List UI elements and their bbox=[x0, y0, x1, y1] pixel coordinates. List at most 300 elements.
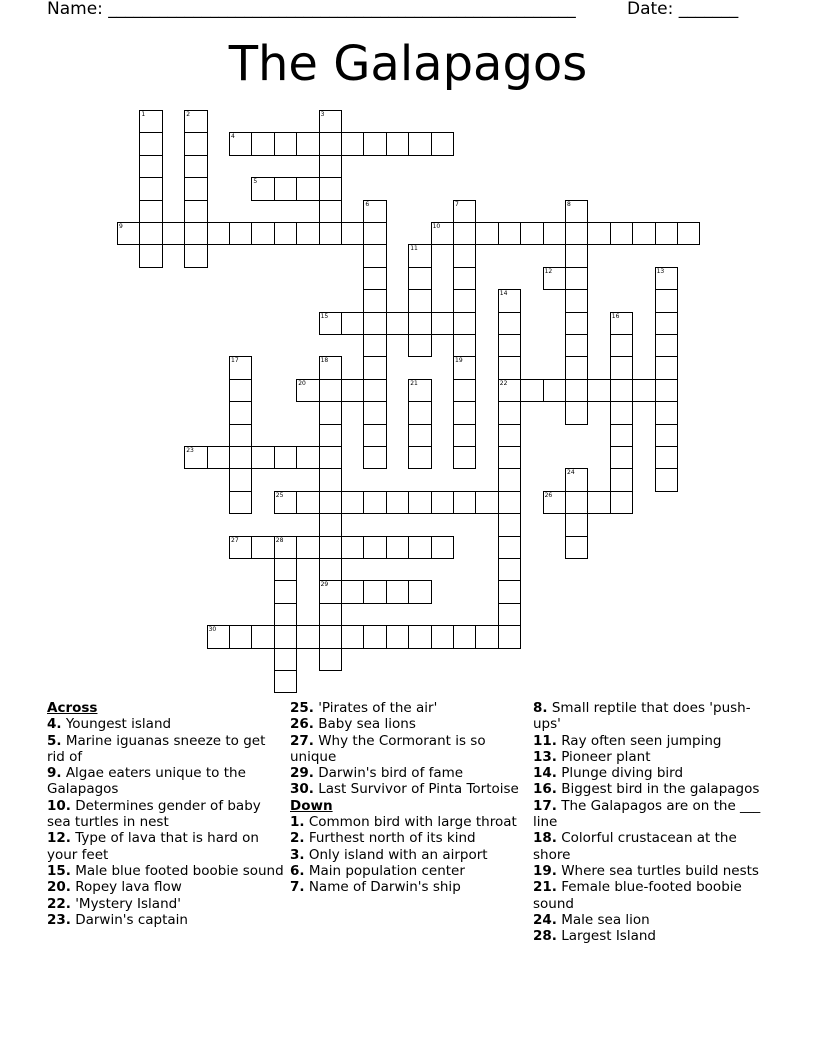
clue-number: 10 bbox=[432, 223, 441, 230]
grid-cell[interactable] bbox=[274, 558, 297, 581]
clue-item-number: 30. bbox=[290, 781, 314, 798]
grid-cell[interactable] bbox=[610, 468, 633, 491]
grid-cell[interactable] bbox=[408, 267, 431, 290]
grid-cell[interactable] bbox=[251, 132, 274, 155]
grid-cell[interactable] bbox=[632, 379, 655, 402]
grid-cell[interactable] bbox=[520, 379, 543, 402]
grid-cell[interactable] bbox=[274, 536, 297, 559]
clue-number: 6 bbox=[365, 200, 370, 208]
grid-cell[interactable] bbox=[408, 536, 431, 559]
grid-cell[interactable] bbox=[565, 536, 588, 559]
grid-cell[interactable] bbox=[655, 356, 678, 379]
grid-cell[interactable] bbox=[498, 334, 521, 357]
clue-item-text: Algae eaters unique to the Galapagos bbox=[47, 765, 246, 798]
grid-cell[interactable] bbox=[319, 648, 342, 671]
clue-item-text: Colorful crustacean at the shore bbox=[533, 830, 737, 863]
grid-cell[interactable] bbox=[408, 244, 431, 267]
grid-cell[interactable] bbox=[565, 468, 588, 491]
clue-number: 11 bbox=[410, 245, 418, 253]
grid-cell[interactable] bbox=[319, 356, 342, 379]
grid-cell[interactable] bbox=[565, 244, 588, 267]
clue-item bbox=[47, 716, 287, 732]
grid-cell[interactable] bbox=[363, 244, 386, 267]
grid-cell[interactable] bbox=[543, 379, 566, 402]
grid-cell[interactable] bbox=[319, 580, 342, 603]
clue-number: 9 bbox=[119, 223, 123, 230]
grid-cell[interactable] bbox=[408, 491, 431, 514]
grid-cell[interactable] bbox=[363, 379, 386, 402]
grid-cell[interactable] bbox=[296, 625, 319, 648]
clue-number: 16 bbox=[611, 312, 620, 320]
clue-item-text: Female blue-footed boobie sound bbox=[533, 879, 742, 912]
grid-cell[interactable] bbox=[363, 424, 386, 447]
clue-item-text: Darwin's captain bbox=[70, 911, 188, 928]
grid-cell[interactable] bbox=[139, 222, 162, 245]
clue-item bbox=[533, 879, 773, 912]
clue-item-number: 22. bbox=[47, 895, 71, 912]
grid-cell[interactable] bbox=[319, 625, 342, 648]
grid-cell[interactable] bbox=[363, 536, 386, 559]
grid-cell[interactable] bbox=[296, 177, 319, 200]
grid-cell[interactable] bbox=[655, 446, 678, 469]
grid-cell[interactable] bbox=[229, 468, 252, 491]
grid-cell[interactable] bbox=[363, 356, 386, 379]
clue-item bbox=[533, 765, 773, 781]
clue-item bbox=[290, 765, 530, 781]
clue-item-number: 23. bbox=[47, 911, 71, 928]
grid-cell[interactable] bbox=[229, 491, 252, 514]
clue-item-number: 25. bbox=[290, 700, 314, 716]
clue-item-number: 29. bbox=[290, 765, 314, 782]
clue-item bbox=[290, 814, 530, 830]
grid-cell[interactable] bbox=[319, 200, 342, 223]
grid-cell[interactable] bbox=[498, 580, 521, 603]
grid-cell[interactable] bbox=[565, 289, 588, 312]
grid-cell[interactable] bbox=[363, 200, 386, 223]
grid-cell[interactable] bbox=[363, 289, 386, 312]
grid-cell[interactable] bbox=[498, 401, 521, 424]
grid-cell[interactable] bbox=[363, 491, 386, 514]
grid-cell[interactable] bbox=[341, 625, 364, 648]
grid-cell[interactable] bbox=[296, 379, 319, 402]
grid-cell[interactable] bbox=[655, 267, 678, 290]
grid-cell[interactable] bbox=[453, 200, 476, 223]
grid-cell[interactable] bbox=[296, 536, 319, 559]
grid-cell[interactable] bbox=[587, 491, 610, 514]
clue-item-text: Furthest north of its kind bbox=[304, 830, 476, 847]
clue-item bbox=[290, 847, 530, 863]
clue-item-number: 27. bbox=[290, 732, 314, 749]
grid-cell[interactable] bbox=[274, 491, 297, 514]
grid-cell[interactable] bbox=[565, 379, 588, 402]
grid-cell[interactable] bbox=[139, 200, 162, 223]
grid-cell[interactable] bbox=[453, 289, 476, 312]
grid-cell[interactable] bbox=[319, 401, 342, 424]
grid-cell[interactable] bbox=[453, 334, 476, 357]
grid-cell[interactable] bbox=[498, 356, 521, 379]
grid-cell[interactable] bbox=[296, 491, 319, 514]
puzzle-title: The Galapagos bbox=[228, 36, 588, 92]
grid-cell[interactable] bbox=[655, 334, 678, 357]
grid-cell[interactable] bbox=[453, 424, 476, 447]
grid-cell[interactable] bbox=[565, 334, 588, 357]
grid-cell[interactable] bbox=[207, 625, 230, 648]
grid-cell[interactable] bbox=[184, 132, 207, 155]
grid-cell[interactable] bbox=[229, 356, 252, 379]
grid-cell[interactable] bbox=[274, 625, 297, 648]
grid-cell[interactable] bbox=[498, 603, 521, 626]
grid-cell[interactable] bbox=[431, 536, 454, 559]
grid-cell[interactable] bbox=[632, 222, 655, 245]
grid-cell[interactable] bbox=[341, 491, 364, 514]
grid-cell[interactable] bbox=[184, 200, 207, 223]
grid-cell[interactable] bbox=[431, 312, 454, 335]
grid-cell[interactable] bbox=[341, 312, 364, 335]
grid-cell[interactable] bbox=[251, 625, 274, 648]
grid-cell[interactable] bbox=[139, 132, 162, 155]
grid-cell[interactable] bbox=[363, 334, 386, 357]
clue-number: 20 bbox=[298, 379, 306, 387]
grid-cell[interactable] bbox=[229, 222, 252, 245]
grid-cell[interactable] bbox=[610, 446, 633, 469]
grid-cell[interactable] bbox=[610, 379, 633, 402]
grid-cell[interactable] bbox=[498, 491, 521, 514]
grid-cell[interactable] bbox=[677, 222, 700, 245]
clue-item-text: Ray often seen jumping bbox=[556, 732, 722, 749]
grid-cell[interactable] bbox=[543, 267, 566, 290]
grid-cell[interactable] bbox=[610, 424, 633, 447]
grid-cell[interactable] bbox=[453, 379, 476, 402]
grid-cell[interactable] bbox=[139, 177, 162, 200]
grid-cell[interactable] bbox=[386, 536, 409, 559]
grid-cell[interactable] bbox=[319, 110, 342, 133]
clue-item bbox=[533, 912, 773, 928]
grid-cell[interactable] bbox=[341, 222, 364, 245]
grid-cell[interactable] bbox=[431, 491, 454, 514]
grid-cell[interactable] bbox=[408, 289, 431, 312]
grid-cell[interactable] bbox=[363, 222, 386, 245]
grid-cell[interactable] bbox=[229, 379, 252, 402]
clue-item bbox=[290, 879, 530, 895]
grid-cell[interactable] bbox=[498, 312, 521, 335]
grid-cell[interactable] bbox=[408, 132, 431, 155]
grid-cell[interactable] bbox=[453, 267, 476, 290]
clue-number: 26 bbox=[544, 491, 553, 499]
grid-cell[interactable] bbox=[341, 536, 364, 559]
clue-item bbox=[290, 830, 530, 846]
grid-cell[interactable] bbox=[319, 132, 342, 155]
grid-cell[interactable] bbox=[184, 446, 207, 469]
grid-cell[interactable] bbox=[363, 625, 386, 648]
grid-cell[interactable] bbox=[274, 670, 297, 693]
grid-cell[interactable] bbox=[319, 379, 342, 402]
grid-cell[interactable] bbox=[184, 110, 207, 133]
grid-cell[interactable] bbox=[543, 222, 566, 245]
grid-cell[interactable] bbox=[408, 401, 431, 424]
grid-cell[interactable] bbox=[319, 222, 342, 245]
clue-item bbox=[47, 863, 287, 879]
grid-cell[interactable] bbox=[229, 446, 252, 469]
grid-cell[interactable] bbox=[229, 424, 252, 447]
clue-item bbox=[533, 733, 773, 749]
grid-cell[interactable] bbox=[408, 334, 431, 357]
grid-cell[interactable] bbox=[408, 424, 431, 447]
grid-cell[interactable] bbox=[274, 177, 297, 200]
clue-item-number: 15. bbox=[47, 862, 71, 879]
clue-number: 15 bbox=[320, 312, 329, 320]
grid-cell[interactable] bbox=[274, 132, 297, 155]
clue-item-text: Main population center bbox=[304, 862, 465, 879]
clue-item-text: Ropey lava flow bbox=[70, 879, 182, 896]
clue-number: 3 bbox=[320, 111, 325, 118]
clue-item-number: 26. bbox=[290, 716, 314, 733]
clue-item bbox=[533, 830, 773, 863]
grid-cell[interactable] bbox=[655, 424, 678, 447]
grid-cell[interactable] bbox=[610, 356, 633, 379]
grid-cell[interactable] bbox=[543, 491, 566, 514]
grid-cell[interactable] bbox=[655, 312, 678, 335]
grid-cell[interactable] bbox=[319, 424, 342, 447]
clue-number: 1 bbox=[141, 111, 146, 118]
grid-cell[interactable] bbox=[565, 513, 588, 536]
grid-cell[interactable] bbox=[587, 222, 610, 245]
clue-number: 21 bbox=[410, 379, 418, 387]
grid-cell[interactable] bbox=[274, 648, 297, 671]
clue-item-number: 3. bbox=[290, 846, 305, 863]
grid-cell[interactable] bbox=[453, 491, 476, 514]
clue-item-number: 19. bbox=[533, 862, 557, 879]
grid-cell[interactable] bbox=[565, 222, 588, 245]
grid-cell[interactable] bbox=[408, 312, 431, 335]
grid-cell[interactable] bbox=[453, 401, 476, 424]
clue-item-number: 5. bbox=[47, 732, 62, 749]
clue-item-text: Only island with an airport bbox=[304, 846, 488, 863]
grid-cell[interactable] bbox=[251, 446, 274, 469]
grid-cell[interactable] bbox=[229, 132, 252, 155]
grid-cell[interactable] bbox=[207, 222, 230, 245]
clue-item-text: Small reptile that does 'push-ups' bbox=[533, 700, 751, 733]
clue-item-number: 20. bbox=[47, 879, 71, 896]
grid-cell[interactable] bbox=[296, 446, 319, 469]
clue-item-number: 14. bbox=[533, 765, 557, 782]
grid-cell[interactable] bbox=[363, 401, 386, 424]
clue-item bbox=[47, 798, 287, 831]
grid-cell[interactable] bbox=[363, 267, 386, 290]
grid-cell[interactable] bbox=[655, 222, 678, 245]
grid-cell[interactable] bbox=[498, 536, 521, 559]
grid-cell[interactable] bbox=[565, 312, 588, 335]
clue-item-text: Why the Cormorant is so unique bbox=[290, 732, 486, 765]
clue-item bbox=[47, 733, 287, 766]
grid-cell[interactable] bbox=[184, 244, 207, 267]
grid-cell[interactable] bbox=[408, 580, 431, 603]
grid-cell[interactable] bbox=[408, 379, 431, 402]
clue-item bbox=[290, 700, 530, 716]
grid-cell[interactable] bbox=[363, 446, 386, 469]
grid-cell[interactable] bbox=[274, 580, 297, 603]
grid-cell[interactable] bbox=[341, 580, 364, 603]
grid-cell[interactable] bbox=[319, 491, 342, 514]
grid-cell[interactable] bbox=[655, 289, 678, 312]
grid-cell[interactable] bbox=[453, 446, 476, 469]
grid-cell[interactable] bbox=[319, 446, 342, 469]
clue-item-number: 12. bbox=[47, 830, 71, 847]
grid-cell[interactable] bbox=[274, 222, 297, 245]
clue-column-2 bbox=[290, 700, 530, 896]
grid-cell[interactable] bbox=[520, 222, 543, 245]
clue-number: 23 bbox=[186, 447, 194, 454]
grid-cell[interactable] bbox=[386, 132, 409, 155]
clue-item-number: 10. bbox=[47, 797, 71, 814]
grid-cell[interactable] bbox=[655, 468, 678, 491]
grid-cell[interactable] bbox=[386, 625, 409, 648]
grid-cell[interactable] bbox=[475, 222, 498, 245]
grid-cell[interactable] bbox=[610, 401, 633, 424]
grid-cell[interactable] bbox=[587, 379, 610, 402]
grid-cell[interactable] bbox=[386, 491, 409, 514]
grid-cell[interactable] bbox=[453, 222, 476, 245]
grid-cell[interactable] bbox=[117, 222, 140, 245]
grid-cell[interactable] bbox=[207, 446, 230, 469]
grid-cell[interactable] bbox=[363, 312, 386, 335]
grid-cell[interactable] bbox=[498, 468, 521, 491]
clue-item-text: Darwin's bird of fame bbox=[313, 765, 464, 782]
clue-number: 13 bbox=[656, 267, 665, 275]
grid-cell[interactable] bbox=[162, 222, 185, 245]
grid-cell[interactable] bbox=[139, 244, 162, 267]
grid-cell[interactable] bbox=[386, 580, 409, 603]
grid-cell[interactable] bbox=[431, 222, 454, 245]
grid-cell[interactable] bbox=[498, 625, 521, 648]
grid-cell[interactable] bbox=[274, 446, 297, 469]
clue-number: 27 bbox=[231, 536, 239, 544]
clue-item-text: Pioneer plant bbox=[556, 748, 651, 765]
clue-item-number: 11. bbox=[533, 732, 557, 749]
grid-cell[interactable] bbox=[139, 155, 162, 178]
grid-cell[interactable] bbox=[565, 200, 588, 223]
grid-cell[interactable] bbox=[319, 312, 342, 335]
grid-cell[interactable] bbox=[341, 379, 364, 402]
grid-cell[interactable] bbox=[319, 177, 342, 200]
grid-cell[interactable] bbox=[229, 625, 252, 648]
grid-cell[interactable] bbox=[386, 312, 409, 335]
grid-cell[interactable] bbox=[431, 132, 454, 155]
grid-cell[interactable] bbox=[610, 222, 633, 245]
grid-cell[interactable] bbox=[565, 491, 588, 514]
clue-item-text: Where sea turtles build nests bbox=[556, 862, 759, 879]
grid-cell[interactable] bbox=[184, 222, 207, 245]
grid-cell[interactable] bbox=[610, 312, 633, 335]
grid-cell[interactable] bbox=[453, 312, 476, 335]
grid-cell[interactable] bbox=[498, 424, 521, 447]
grid-cell[interactable] bbox=[610, 334, 633, 357]
clue-item bbox=[533, 863, 773, 879]
grid-cell[interactable] bbox=[453, 356, 476, 379]
grid-cell[interactable] bbox=[296, 132, 319, 155]
clue-item bbox=[290, 716, 530, 732]
across-heading: Across bbox=[47, 700, 98, 716]
grid-cell[interactable] bbox=[319, 155, 342, 178]
clue-number: 18 bbox=[320, 357, 329, 365]
grid-cell[interactable] bbox=[319, 468, 342, 491]
grid-cell[interactable] bbox=[363, 132, 386, 155]
clue-item-text: 'Pirates of the air' bbox=[313, 700, 438, 716]
grid-cell[interactable] bbox=[453, 244, 476, 267]
grid-cell[interactable] bbox=[408, 446, 431, 469]
clue-item-text: Name of Darwin's ship bbox=[304, 879, 461, 896]
grid-cell[interactable] bbox=[498, 289, 521, 312]
clue-item-text: Largest Island bbox=[556, 928, 656, 945]
clue-item-number: 24. bbox=[533, 911, 557, 928]
clue-item-text: Last Survivor of Pinta Tortoise bbox=[313, 781, 519, 798]
grid-cell[interactable] bbox=[319, 536, 342, 559]
grid-cell[interactable] bbox=[341, 132, 364, 155]
grid-cell[interactable] bbox=[475, 491, 498, 514]
clue-item-number: 18. bbox=[533, 830, 557, 847]
clue-number: 30 bbox=[208, 626, 217, 634]
grid-cell[interactable] bbox=[251, 177, 274, 200]
clue-item-number: 17. bbox=[533, 797, 557, 814]
clue-number: 25 bbox=[275, 491, 284, 499]
grid-cell[interactable] bbox=[319, 603, 342, 626]
grid-cell[interactable] bbox=[408, 625, 431, 648]
grid-cell[interactable] bbox=[184, 177, 207, 200]
grid-cell[interactable] bbox=[498, 222, 521, 245]
grid-cell[interactable] bbox=[565, 356, 588, 379]
grid-cell[interactable] bbox=[229, 536, 252, 559]
clue-item-text: Male blue footed boobie sound bbox=[70, 862, 284, 879]
grid-cell[interactable] bbox=[498, 379, 521, 402]
grid-cell[interactable] bbox=[319, 558, 342, 581]
grid-cell[interactable] bbox=[296, 222, 319, 245]
grid-cell[interactable] bbox=[498, 513, 521, 536]
down-clue-list-cont bbox=[533, 700, 773, 944]
grid-cell[interactable] bbox=[229, 401, 252, 424]
date-line: Date: _______ bbox=[627, 0, 739, 19]
grid-cell[interactable] bbox=[610, 491, 633, 514]
grid-cell[interactable] bbox=[475, 625, 498, 648]
grid-cell[interactable] bbox=[363, 580, 386, 603]
grid-cell[interactable] bbox=[453, 625, 476, 648]
clue-item-text: Type of lava that is hard on your feet bbox=[47, 830, 259, 863]
clue-item-text: Determines gender of baby sea turtles in nest bbox=[47, 797, 261, 831]
clue-item-text: Youngest island bbox=[61, 716, 172, 733]
grid-cell[interactable] bbox=[184, 155, 207, 178]
clue-item-number: 2. bbox=[290, 830, 305, 847]
clue-item-text: Baby sea lions bbox=[313, 716, 416, 733]
grid-cell[interactable] bbox=[565, 401, 588, 424]
clue-number: 19 bbox=[455, 357, 463, 365]
grid-cell[interactable] bbox=[498, 446, 521, 469]
grid-cell[interactable] bbox=[139, 110, 162, 133]
clue-number: 4 bbox=[231, 133, 235, 141]
clue-item-number: 1. bbox=[290, 814, 305, 831]
grid-cell[interactable] bbox=[565, 267, 588, 290]
clue-item bbox=[533, 749, 773, 765]
grid-cell[interactable] bbox=[431, 625, 454, 648]
clue-item bbox=[47, 896, 287, 912]
grid-cell[interactable] bbox=[319, 513, 342, 536]
grid-cell[interactable] bbox=[498, 558, 521, 581]
clue-item bbox=[533, 781, 773, 797]
grid-cell[interactable] bbox=[251, 222, 274, 245]
grid-cell[interactable] bbox=[655, 401, 678, 424]
clue-number: 29 bbox=[320, 581, 329, 589]
grid-cell[interactable] bbox=[251, 536, 274, 559]
grid-cell[interactable] bbox=[655, 379, 678, 402]
clue-item-number: 9. bbox=[47, 765, 62, 782]
grid-cell[interactable] bbox=[274, 603, 297, 626]
